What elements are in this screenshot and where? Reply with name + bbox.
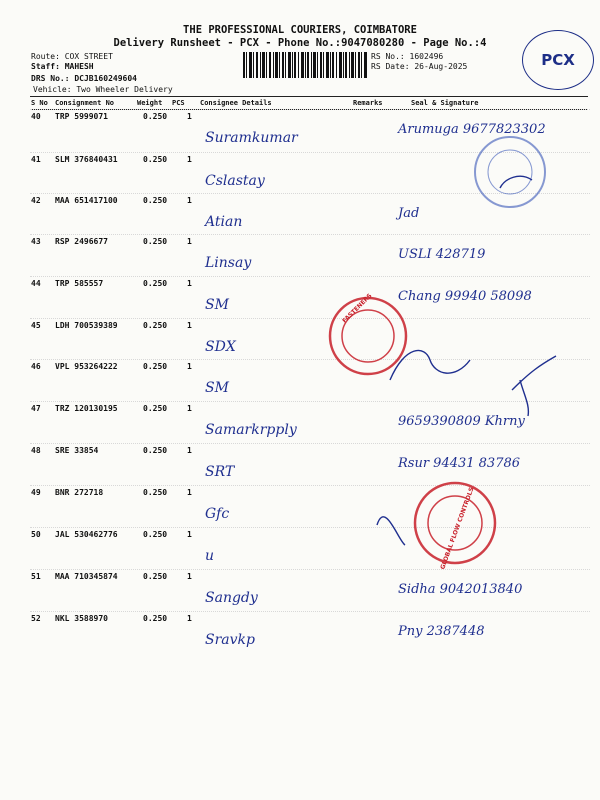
row-signature-handwritten: Arumuga 9677823302: [398, 122, 546, 137]
row-sno: 40: [31, 112, 41, 121]
row-sno: 49: [31, 488, 41, 497]
row-pcs: 1: [187, 112, 192, 121]
row-weight: 0.250: [143, 404, 168, 413]
row-sno: 43: [31, 237, 41, 246]
row-weight: 0.250: [143, 362, 168, 371]
row-consignment-no: TRZ 120130195: [55, 404, 118, 413]
row-sno: 42: [31, 196, 41, 205]
row-signature-handwritten: Sidha 9042013840: [398, 582, 523, 597]
row-weight: 0.250: [143, 237, 168, 246]
rs-date-label: RS Date: 26-Aug-2025: [371, 62, 468, 71]
row-pcs: 1: [187, 237, 192, 246]
row-weight: 0.250: [143, 196, 168, 205]
row-pcs: 1: [187, 404, 192, 413]
row-weight: 0.250: [143, 446, 168, 455]
red-seal-fasteners: [330, 298, 406, 374]
row-consignee-handwritten: Cslastay: [205, 173, 265, 189]
company-title: THE PROFESSIONAL COURIERS, COIMBATORE: [183, 24, 417, 36]
row-weight: 0.250: [143, 155, 168, 164]
col-weight: Weight: [137, 99, 163, 107]
rs-no-label: RS No.: 1602496: [371, 52, 444, 61]
row-sno: 51: [31, 572, 41, 581]
row-sno: 41: [31, 155, 41, 164]
row-consignment-no: SLM 376840431: [55, 155, 118, 164]
staff-label: Staff: MAHESH: [31, 62, 94, 71]
row-consignee-handwritten: Sravkp: [205, 632, 255, 648]
row-consignee-handwritten: SM: [205, 297, 229, 313]
row-pcs: 1: [187, 196, 192, 205]
col-sno: S No: [31, 99, 48, 107]
row-consignment-no: MAA 710345874: [55, 572, 118, 581]
row-pcs: 1: [187, 572, 192, 581]
vehicle-label: Vehicle: Two Wheeler Delivery: [33, 85, 173, 94]
row-consignment-no: NKL 3588970: [55, 614, 108, 623]
row-pcs: 1: [187, 614, 192, 623]
row-sno: 47: [31, 404, 41, 413]
row-weight: 0.250: [143, 321, 168, 330]
row-pcs: 1: [187, 279, 192, 288]
row-sno: 46: [31, 362, 41, 371]
row-consignee-handwritten: Samarkrpply: [205, 422, 297, 438]
runsheet-subtitle: Delivery Runsheet - PCX - Phone No.:9047080280 - Page No.:4: [113, 37, 487, 49]
row-signature-handwritten: 9659390809 Khrny: [398, 414, 525, 429]
row-consignee-handwritten: Suramkumar: [205, 130, 298, 146]
row-consignment-no: JAL 530462776: [55, 530, 118, 539]
row-consignee-handwritten: SDX: [205, 339, 236, 355]
row-signature-handwritten: Jad: [398, 206, 420, 221]
row-weight: 0.250: [143, 488, 168, 497]
route-label: Route: COX STREET: [31, 52, 113, 61]
row-weight: 0.250: [143, 279, 168, 288]
row-sno: 52: [31, 614, 41, 623]
row-pcs: 1: [187, 362, 192, 371]
row-weight: 0.250: [143, 572, 168, 581]
row-consignee-handwritten: SM: [205, 380, 229, 396]
row-consignee-handwritten: SRT: [205, 464, 235, 480]
col-pcs: PCS: [172, 99, 185, 107]
row-consignment-no: MAA 651417100: [55, 196, 118, 205]
col-seal-signature: Seal & Signature: [411, 99, 479, 107]
row-sno: 45: [31, 321, 41, 330]
row-consignee-handwritten: Linsay: [205, 255, 252, 271]
seal-fasteners-text: FASTENERS: [341, 292, 374, 325]
row-consignment-no: LDH 700539389: [55, 321, 118, 330]
col-consignee: Consignee Details: [200, 99, 272, 107]
row-weight: 0.250: [143, 112, 168, 121]
row-sno: 44: [31, 279, 41, 288]
row-pcs: 1: [187, 446, 192, 455]
row-consignee-handwritten: Atian: [205, 214, 243, 230]
row-consignment-no: BNR 272718: [55, 488, 104, 497]
row-consignment-no: TRP 585557: [55, 279, 104, 288]
row-consignment-no: RSP 2496677: [55, 237, 108, 246]
row-signature-handwritten: Rsur 94431 83786: [398, 456, 521, 471]
row-pcs: 1: [187, 488, 192, 497]
row-consignment-no: VPL 953264222: [55, 362, 118, 371]
row-pcs: 1: [187, 530, 192, 539]
row-consignee-handwritten: Sangdy: [205, 590, 258, 606]
seal-global-flow-text: GLOBAL FLOW CONTROLS: [439, 486, 476, 571]
row-signature-handwritten: Pny 2387448: [398, 624, 485, 639]
blue-seal-row41: [475, 137, 545, 207]
col-consignment: Consignment No: [55, 99, 115, 107]
row-sno: 50: [31, 530, 41, 539]
row-consignee-handwritten: u: [205, 548, 215, 564]
pcx-stamp: PCX: [522, 30, 594, 90]
row-consignment-no: SRE 33854: [55, 446, 99, 455]
drs-label: DRS No.: DCJB160249604: [31, 74, 137, 83]
row-pcs: 1: [187, 321, 192, 330]
row-signature-handwritten: Chang 99940 58098: [398, 289, 532, 304]
row-consignment-no: TRP 5999071: [55, 112, 108, 121]
row-pcs: 1: [187, 155, 192, 164]
col-remarks: Remarks: [353, 99, 383, 107]
row-signature-handwritten: USLI 428719: [398, 247, 486, 262]
row-weight: 0.250: [143, 614, 168, 623]
row-sno: 48: [31, 446, 41, 455]
row-weight: 0.250: [143, 530, 168, 539]
row-consignee-handwritten: Gfc: [205, 506, 230, 522]
